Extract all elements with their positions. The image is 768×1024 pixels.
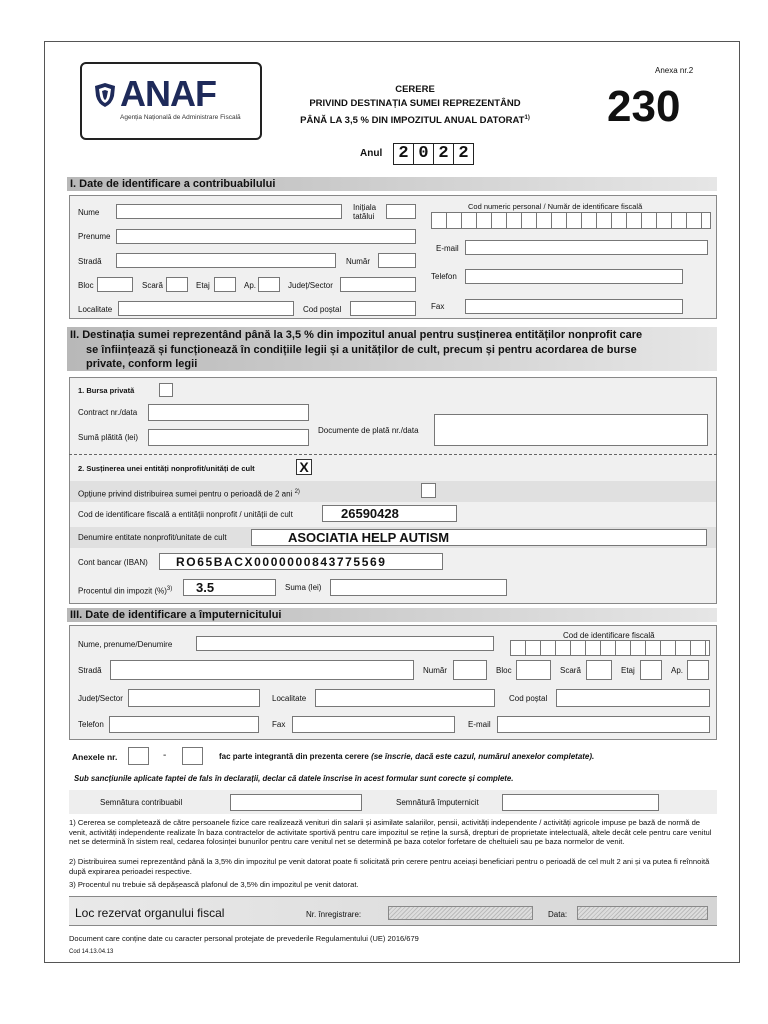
fax-label: Fax — [431, 302, 445, 311]
imp-telefon-field[interactable] — [109, 716, 259, 733]
footnote-1: 1) Cererea se completează de către persoanele fizice care realizează venituri din salarii și asimilate salariilor, pensii, activități independente / activități agricole impuse pe bază de normă de venit, activități independente realizate în baza contractelor de activitate sportivă pentru care impozitul se reține la sursă, drepturi de proprietate intelectuală, altele decât cele pentru care venitul net se determină în sistem real, cedarea folosinței bunurilor pentru care venitul net se determină pe baza cotelor forfetare de cheltuieli sau pe baza normelor de venit. — [69, 818, 712, 846]
logo-text: ANAF — [120, 73, 216, 114]
title-sup: 1) — [524, 115, 530, 121]
judet-label: Județ/Sector — [288, 281, 333, 290]
title-line2: PRIVIND DESTINAȚIA SUMEI REPREZENTÂND — [309, 98, 521, 109]
imp-strada-label: Stradă — [78, 666, 102, 675]
nume-label: Nume — [78, 208, 100, 217]
section2-title — [67, 327, 717, 371]
numar-field[interactable] — [378, 253, 416, 268]
imp-localitate-field[interactable] — [315, 689, 495, 707]
imp-fax-field[interactable] — [292, 716, 455, 733]
suma-field[interactable] — [330, 579, 507, 596]
imp-scara-field[interactable] — [586, 660, 612, 680]
anaf-logo-box — [80, 62, 262, 140]
sustinere-mark: X — [299, 459, 309, 475]
imp-email-field[interactable] — [497, 716, 710, 733]
section2-title-line1: II. Destinația sumei reprezentând până la 3,5 % din impozitul anual pentru susținerea entităților nonprofit care — [70, 329, 643, 341]
imp-localitate-label: Localitate — [272, 694, 307, 703]
imp-nume-field[interactable] — [196, 636, 494, 651]
shield-icon — [94, 82, 116, 108]
imp-nume-label: Nume, prenume/Denumire — [78, 640, 173, 649]
imp-judet-label: Județ/Sector — [78, 694, 123, 703]
imp-cif-label: Cod de identificare fiscală — [563, 631, 655, 640]
imp-email-label: E-mail — [468, 720, 491, 729]
localitate-label: Localitate — [78, 305, 113, 314]
anexele-to[interactable] — [182, 747, 203, 765]
scara-field[interactable] — [166, 277, 188, 292]
imp-numar-field[interactable] — [453, 660, 487, 680]
bursa-label: 1. Bursa privată — [78, 386, 135, 395]
semnatura-imputernicit-field[interactable] — [502, 794, 659, 811]
data-label: Data: — [548, 910, 568, 919]
imp-judet-field[interactable] — [128, 689, 260, 707]
title-line3: PÂNĂ LA 3,5 % DIN IMPOZITUL ANUAL DATORAT — [300, 115, 525, 127]
imp-cod-postal-label: Cod poștal — [509, 694, 548, 703]
cif-label: Cod de identificare fiscală a entității nonprofit / unității de cult — [78, 510, 293, 519]
sustinere-checkbox[interactable] — [296, 459, 312, 475]
prenume-field[interactable] — [116, 229, 416, 244]
etaj-field[interactable] — [214, 277, 236, 292]
year-label: Anul — [360, 148, 383, 159]
imp-bloc-label: Bloc — [496, 666, 512, 675]
bloc-field[interactable] — [97, 277, 133, 292]
imp-ap-field[interactable] — [687, 660, 709, 680]
denumire-field[interactable] — [251, 529, 707, 546]
logo-subtitle: Agenția Națională de Administrare Fiscală — [120, 114, 241, 121]
year-boxes — [393, 143, 474, 165]
initiala-label-1: Inițiala — [353, 203, 377, 212]
footnote-3: 3) Procentul nu trebuie să depășească plafonul de 3,5% din impozitul pe venit datorat. — [69, 880, 359, 889]
form-code: Cod 14.13.04.13 — [69, 949, 114, 955]
gdpr-text: Document care conține date cu caracter personal protejate de prevederile Regulamentului (UE) 2016/679 — [69, 934, 419, 943]
title-line1: CERERE — [395, 84, 435, 95]
telefon-label: Telefon — [431, 272, 457, 281]
suma-platita-field[interactable] — [148, 429, 309, 446]
localitate-field[interactable] — [118, 301, 294, 316]
initiala-label-2: tatălui — [353, 212, 375, 221]
sustinere-label: 2. Susținerea unei entități nonprofit/unități de cult — [78, 464, 255, 473]
loc-rezervat-label: Loc rezervat organului fiscal — [75, 906, 225, 920]
contract-field[interactable] — [148, 404, 309, 421]
ap-field[interactable] — [258, 277, 280, 292]
data-field[interactable] — [577, 906, 708, 920]
email-field[interactable] — [465, 240, 708, 255]
iban-label: Cont bancar (IBAN) — [78, 558, 148, 567]
denumire-value: ASOCIATIA HELP AUTISM — [288, 530, 450, 545]
semnatura-contribuabil-field[interactable] — [230, 794, 362, 811]
imp-ap-label: Ap. — [671, 666, 684, 675]
imp-cod-postal-field[interactable] — [556, 689, 710, 707]
year-digit[interactable]: 2 — [454, 143, 474, 165]
procent-label: Procentul din impozit (%)$^{3)}$ — [78, 586, 173, 596]
cod-postal-field[interactable] — [350, 301, 416, 316]
cif-field[interactable] — [322, 505, 457, 522]
year-digit[interactable]: 0 — [414, 143, 434, 165]
section1-title: I. Date de identificare a contribuabilului — [67, 177, 717, 191]
procent-value: 3.5 — [196, 580, 215, 595]
imp-scara-label: Scară — [560, 666, 581, 675]
initiala-field[interactable] — [386, 204, 416, 219]
cif-value: 26590428 — [341, 506, 399, 521]
iban-field[interactable] — [159, 553, 443, 570]
nr-inregistrare-label: Nr. înregistrare: — [306, 910, 362, 919]
section2-divider — [69, 454, 717, 455]
annex-label: Anexa nr.2 — [655, 66, 694, 75]
bursa-checkbox[interactable] — [159, 383, 173, 397]
imp-fax-label: Fax — [272, 720, 286, 729]
cod-postal-label: Cod poștal — [303, 305, 342, 314]
nume-field[interactable] — [116, 204, 342, 219]
strada-field[interactable] — [116, 253, 336, 268]
section2-title-line3: private, conform legii — [86, 358, 198, 370]
imp-telefon-label: Telefon — [78, 720, 104, 729]
denumire-label: Denumire entitate nonprofit/unitate de cult — [78, 533, 227, 542]
cnp-field[interactable] — [431, 212, 711, 229]
semnatura-imputernicit-label: Semnătură împuternicit — [396, 798, 479, 807]
prenume-label: Prenume — [78, 232, 111, 241]
imp-cif-field[interactable] — [510, 640, 710, 656]
documente-label: Documente de plată nr./data — [318, 426, 419, 435]
bloc-label: Bloc — [78, 281, 94, 290]
declaratie-text: Sub sancțiunile aplicate faptei de fals în declarații, declar că datele înscrise în acest formular sunt corecte și complete. — [74, 774, 514, 783]
year-digit[interactable]: 2 — [393, 143, 414, 165]
suma-platita-label: Sumă plătită (lei) — [78, 433, 139, 442]
imp-etaj-label: Etaj — [621, 666, 635, 675]
optiune-checkbox[interactable] — [421, 483, 436, 498]
form-number: 230 — [607, 82, 681, 131]
telefon-field[interactable] — [465, 269, 683, 284]
numar-label: Număr — [346, 257, 371, 266]
cnp-label: Cod numeric personal / Număr de identificare fiscală — [468, 202, 643, 211]
form-title — [290, 83, 540, 128]
anexele-from[interactable] — [128, 747, 149, 765]
strada-label: Stradă — [78, 257, 102, 266]
integranta-text: fac parte integrantă din prezenta cerere (se înscrie, dacă este cazul, numărul anexelor completate). — [219, 752, 595, 761]
imp-etaj-field[interactable] — [640, 660, 662, 680]
year-digit[interactable]: 2 — [434, 143, 454, 165]
imp-numar-label: Număr — [423, 666, 448, 675]
procent-field[interactable] — [183, 579, 276, 596]
semnatura-contribuabil-label: Semnătura contribuabil — [100, 798, 183, 807]
imp-bloc-field[interactable] — [516, 660, 551, 680]
email-label: E-mail — [436, 244, 459, 253]
ap-label: Ap. — [244, 281, 257, 290]
nr-inregistrare-field[interactable] — [388, 906, 533, 920]
suma-label: Suma (lei) — [285, 583, 322, 592]
imp-strada-field[interactable] — [110, 660, 414, 680]
anexele-dash: - — [163, 750, 167, 761]
optiune-label: Opțiune privind distribuirea sumei pentru o perioadă de 2 ani $^{2)}$ — [78, 489, 300, 499]
anexele-label: Anexele nr. — [72, 752, 118, 762]
etaj-label: Etaj — [196, 281, 210, 290]
documente-field[interactable] — [434, 414, 708, 446]
section3-title: III. Date de identificare a împuternicitului — [67, 608, 717, 622]
contract-label: Contract nr./data — [78, 408, 138, 417]
scara-label: Scară — [142, 281, 163, 290]
iban-value: RO65BACX0000000843775569 — [176, 555, 387, 569]
fax-field[interactable] — [465, 299, 683, 314]
judet-field[interactable] — [340, 277, 416, 292]
footnote-2: 2) Distribuirea sumei reprezentând până la 3,5% din impozitul pe venit datorat poate fi solicitată prin cerere pentru aceiași beneficiari pentru o perioadă de cel mult 2 ani și va putea fi reînnoită după expirarea perioadei respective. — [69, 857, 710, 876]
section2-title-line2: se înființează și funcționează în condițiile legii și a unităților de cult, precum și pentru acordarea de burse — [86, 343, 637, 356]
